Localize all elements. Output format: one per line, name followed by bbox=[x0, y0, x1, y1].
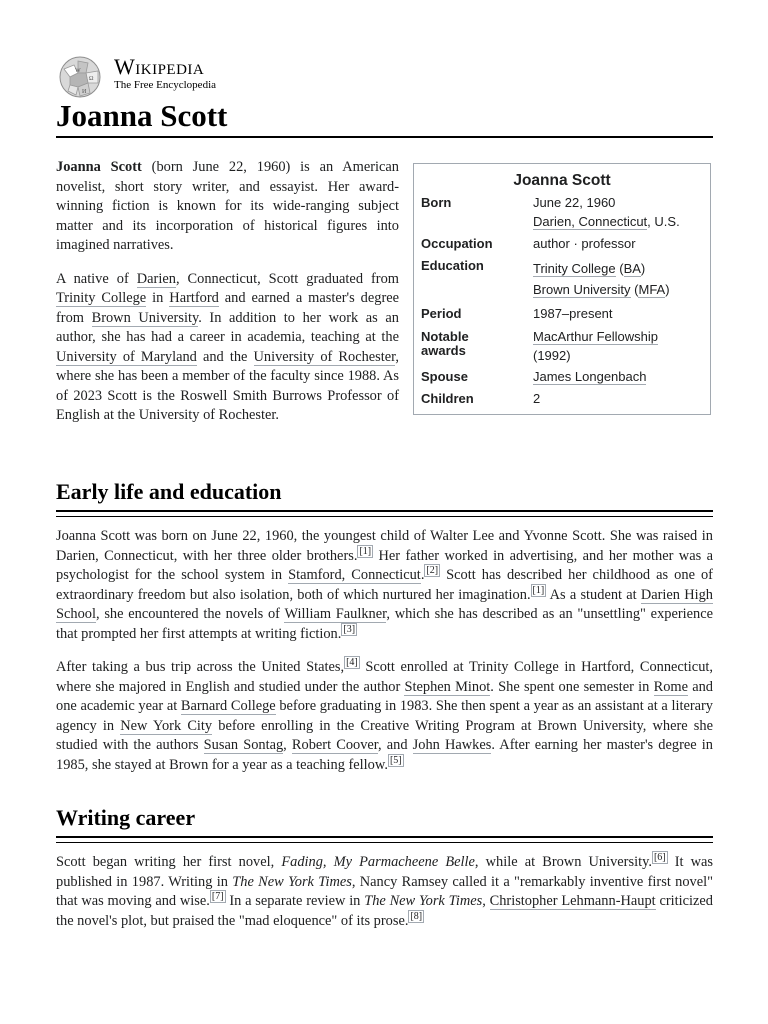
infobox bbox=[413, 163, 711, 415]
ref-7[interactable]: [7] bbox=[211, 891, 224, 903]
ref-4[interactable]: [4] bbox=[346, 657, 358, 669]
ref-2[interactable]: [2] bbox=[426, 565, 439, 577]
link-brown-university-infobox[interactable]: Brown University bbox=[533, 282, 631, 297]
site-header bbox=[56, 0, 713, 133]
lead-section bbox=[56, 158, 399, 426]
infobox-value: MacArthur Fellowship (1992) bbox=[533, 329, 658, 363]
wikipedia-wordmark[interactable]: Wikipedia bbox=[114, 54, 205, 79]
early-life-paragraph-2: After taking a bus trip across the United States, [4] Scott enrolled at Trinity College in Hartford, Connecticut, where she majored in English and studied under the author Stephen Minot. She spent one semester in Rome and one academic year at Barnard College before graduating in 1983. She then spent a year as an assistant at a literary agency in New York City before enrolling in the Creative Writing Program at Brown University, where she studied with the authors Susan Sontag, Robert Coover, and John Hawkes. After earning her master's degree in 1985, she stayed at Brown for a year as a teaching fellow. [5] bbox=[56, 657, 714, 773]
link-stephen-minot[interactable]: Stephen Minot bbox=[404, 678, 491, 695]
ref-5[interactable]: [5] bbox=[389, 754, 402, 766]
link-william-faulkner[interactable]: William Faulkner bbox=[284, 606, 387, 622]
section-divider bbox=[56, 510, 713, 517]
page-title: Joanna Scott bbox=[56, 98, 228, 133]
infobox-value: author · professor bbox=[533, 236, 636, 251]
subject-name: Joanna Scott bbox=[56, 159, 142, 175]
link-john-hawkes[interactable]: John Hawkes bbox=[412, 737, 492, 753]
ref-1[interactable]: [1] bbox=[359, 545, 372, 557]
link-rome[interactable]: Rome bbox=[653, 678, 688, 695]
wikipedia-tagline: The Free Encyclopedia bbox=[114, 79, 217, 91]
link-james-longenbach[interactable]: James Longenbach bbox=[533, 369, 647, 384]
ref-8[interactable]: [8] bbox=[410, 910, 423, 922]
link-darien-connecticut[interactable]: Darien, Connecticut bbox=[533, 214, 648, 229]
infobox-label: Born bbox=[421, 195, 452, 210]
link-trinity-college[interactable]: Trinity College bbox=[56, 290, 147, 306]
section-heading-early-life: Early life and education bbox=[56, 479, 282, 504]
ref-3[interactable]: [3] bbox=[343, 623, 356, 635]
early-life-paragraph-1: Joanna Scott was born on June 22, 1960, the youngest child of Walter Lee and Yvonne Scott. She was raised in Darien, Connecticut, with her three older brothers. [1] Her father worked in advertising, and her mother was a psychologist for the school system in Stamford, Connecticut. [2] Scott has described her childhood as one of extraordinary freedom but also isolation, both of which nurtured her imagination. [1] As a student at Darien High School, she encountered the novels of William Faulkner, which she has described as an "unsettling" experience that prompted her first attempts at writing fiction. [3] bbox=[56, 528, 713, 642]
link-ba[interactable]: BA bbox=[623, 261, 641, 276]
link-susan-sontag[interactable]: Susan Sontag bbox=[203, 737, 284, 753]
section-heading-writing-career: Writing career bbox=[56, 805, 196, 830]
link-stamford-connecticut[interactable]: Stamford, Connecticut bbox=[288, 567, 421, 583]
infobox-label: Period bbox=[421, 306, 462, 321]
infobox-value: June 22, 1960 Darien, Connecticut, U.S. bbox=[533, 195, 680, 229]
infobox-title: Joanna Scott bbox=[513, 172, 611, 189]
title-divider bbox=[56, 136, 713, 138]
link-new-york-city[interactable]: New York City bbox=[120, 717, 213, 734]
link-darien-high-school[interactable]: Darien High School bbox=[56, 586, 713, 622]
infobox-label: Occupation bbox=[421, 236, 493, 251]
section-writing-career bbox=[56, 804, 713, 931]
link-university-of-maryland[interactable]: University of Maryland bbox=[56, 348, 197, 365]
lead-paragraph-2: A native of Darien, Connecticut, Scott graduated from Trinity College in Hartford and earned a master's degree from Brown University. In addition to her work as an author, she has had a career in academia, teaching at the University of Maryland and the University of Rochester, where she has been a member of the faculty since 1988. As of 2023 Scott is the Roswell Smith Burrows Professor of English at the University of Rochester. bbox=[56, 270, 400, 423]
infobox-label: Notable awards bbox=[421, 329, 469, 358]
infobox-value: Trinity College (BA) Brown University (MFA) bbox=[533, 261, 670, 297]
link-trinity-college-infobox[interactable]: Trinity College bbox=[533, 261, 616, 276]
infobox-label: Spouse bbox=[421, 369, 468, 384]
article bbox=[56, 0, 714, 929]
infobox-value: 1987–present bbox=[533, 306, 613, 321]
writing-career-paragraph-1: Scott began writing her first novel, Fading, My Parmacheene Belle, while at Brown University. [6] It was published in 1987. Writing in The New York Times, Nancy Ramsey called it a "remarkably inventive first novel" that was moving and wise. [7] In a separate review in The New York Times, Christopher Lehmann-Haupt criticized the novel's plot, but praised the "mad eloquence" of its prose. [8] bbox=[56, 852, 714, 929]
ref-1[interactable]: [1] bbox=[532, 584, 545, 596]
wikipedia-globe-logo[interactable] bbox=[56, 53, 106, 99]
infobox-label: Education bbox=[421, 258, 484, 273]
infobox-value: 2 bbox=[533, 391, 541, 406]
link-mfa[interactable]: MFA bbox=[638, 282, 666, 297]
link-barnard-college[interactable]: Barnard College bbox=[180, 698, 276, 714]
link-macarthur-fellowship[interactable]: MacArthur Fellowship bbox=[533, 329, 658, 344]
link-robert-coover[interactable]: Robert Coover bbox=[291, 737, 379, 753]
infobox-label: Children bbox=[421, 391, 474, 406]
link-darien[interactable]: Darien bbox=[136, 270, 176, 287]
infobox-value bbox=[533, 367, 705, 386]
svg-text:W: W bbox=[75, 68, 81, 74]
link-brown-university[interactable]: Brown University bbox=[91, 309, 199, 326]
link-hartford[interactable]: Hartford bbox=[169, 290, 219, 306]
section-early-life bbox=[56, 478, 713, 775]
svg-text:Ω: Ω bbox=[89, 76, 94, 82]
section-divider bbox=[56, 836, 713, 843]
svg-text:И: И bbox=[82, 89, 87, 95]
link-christopher-lehmann-haupt[interactable]: Christopher Lehmann-Haupt bbox=[489, 893, 656, 909]
link-university-of-rochester[interactable]: University of Rochester bbox=[253, 348, 396, 365]
lead-paragraph-1: Joanna Scott (born June 22, 1960) is an American novelist, short story writer, and essayist. Her award-winning fiction is known for its wide-ranging subject matter and its incorporation of historical figures into imagined narratives. bbox=[56, 159, 399, 253]
ref-6[interactable]: [6] bbox=[653, 852, 666, 864]
